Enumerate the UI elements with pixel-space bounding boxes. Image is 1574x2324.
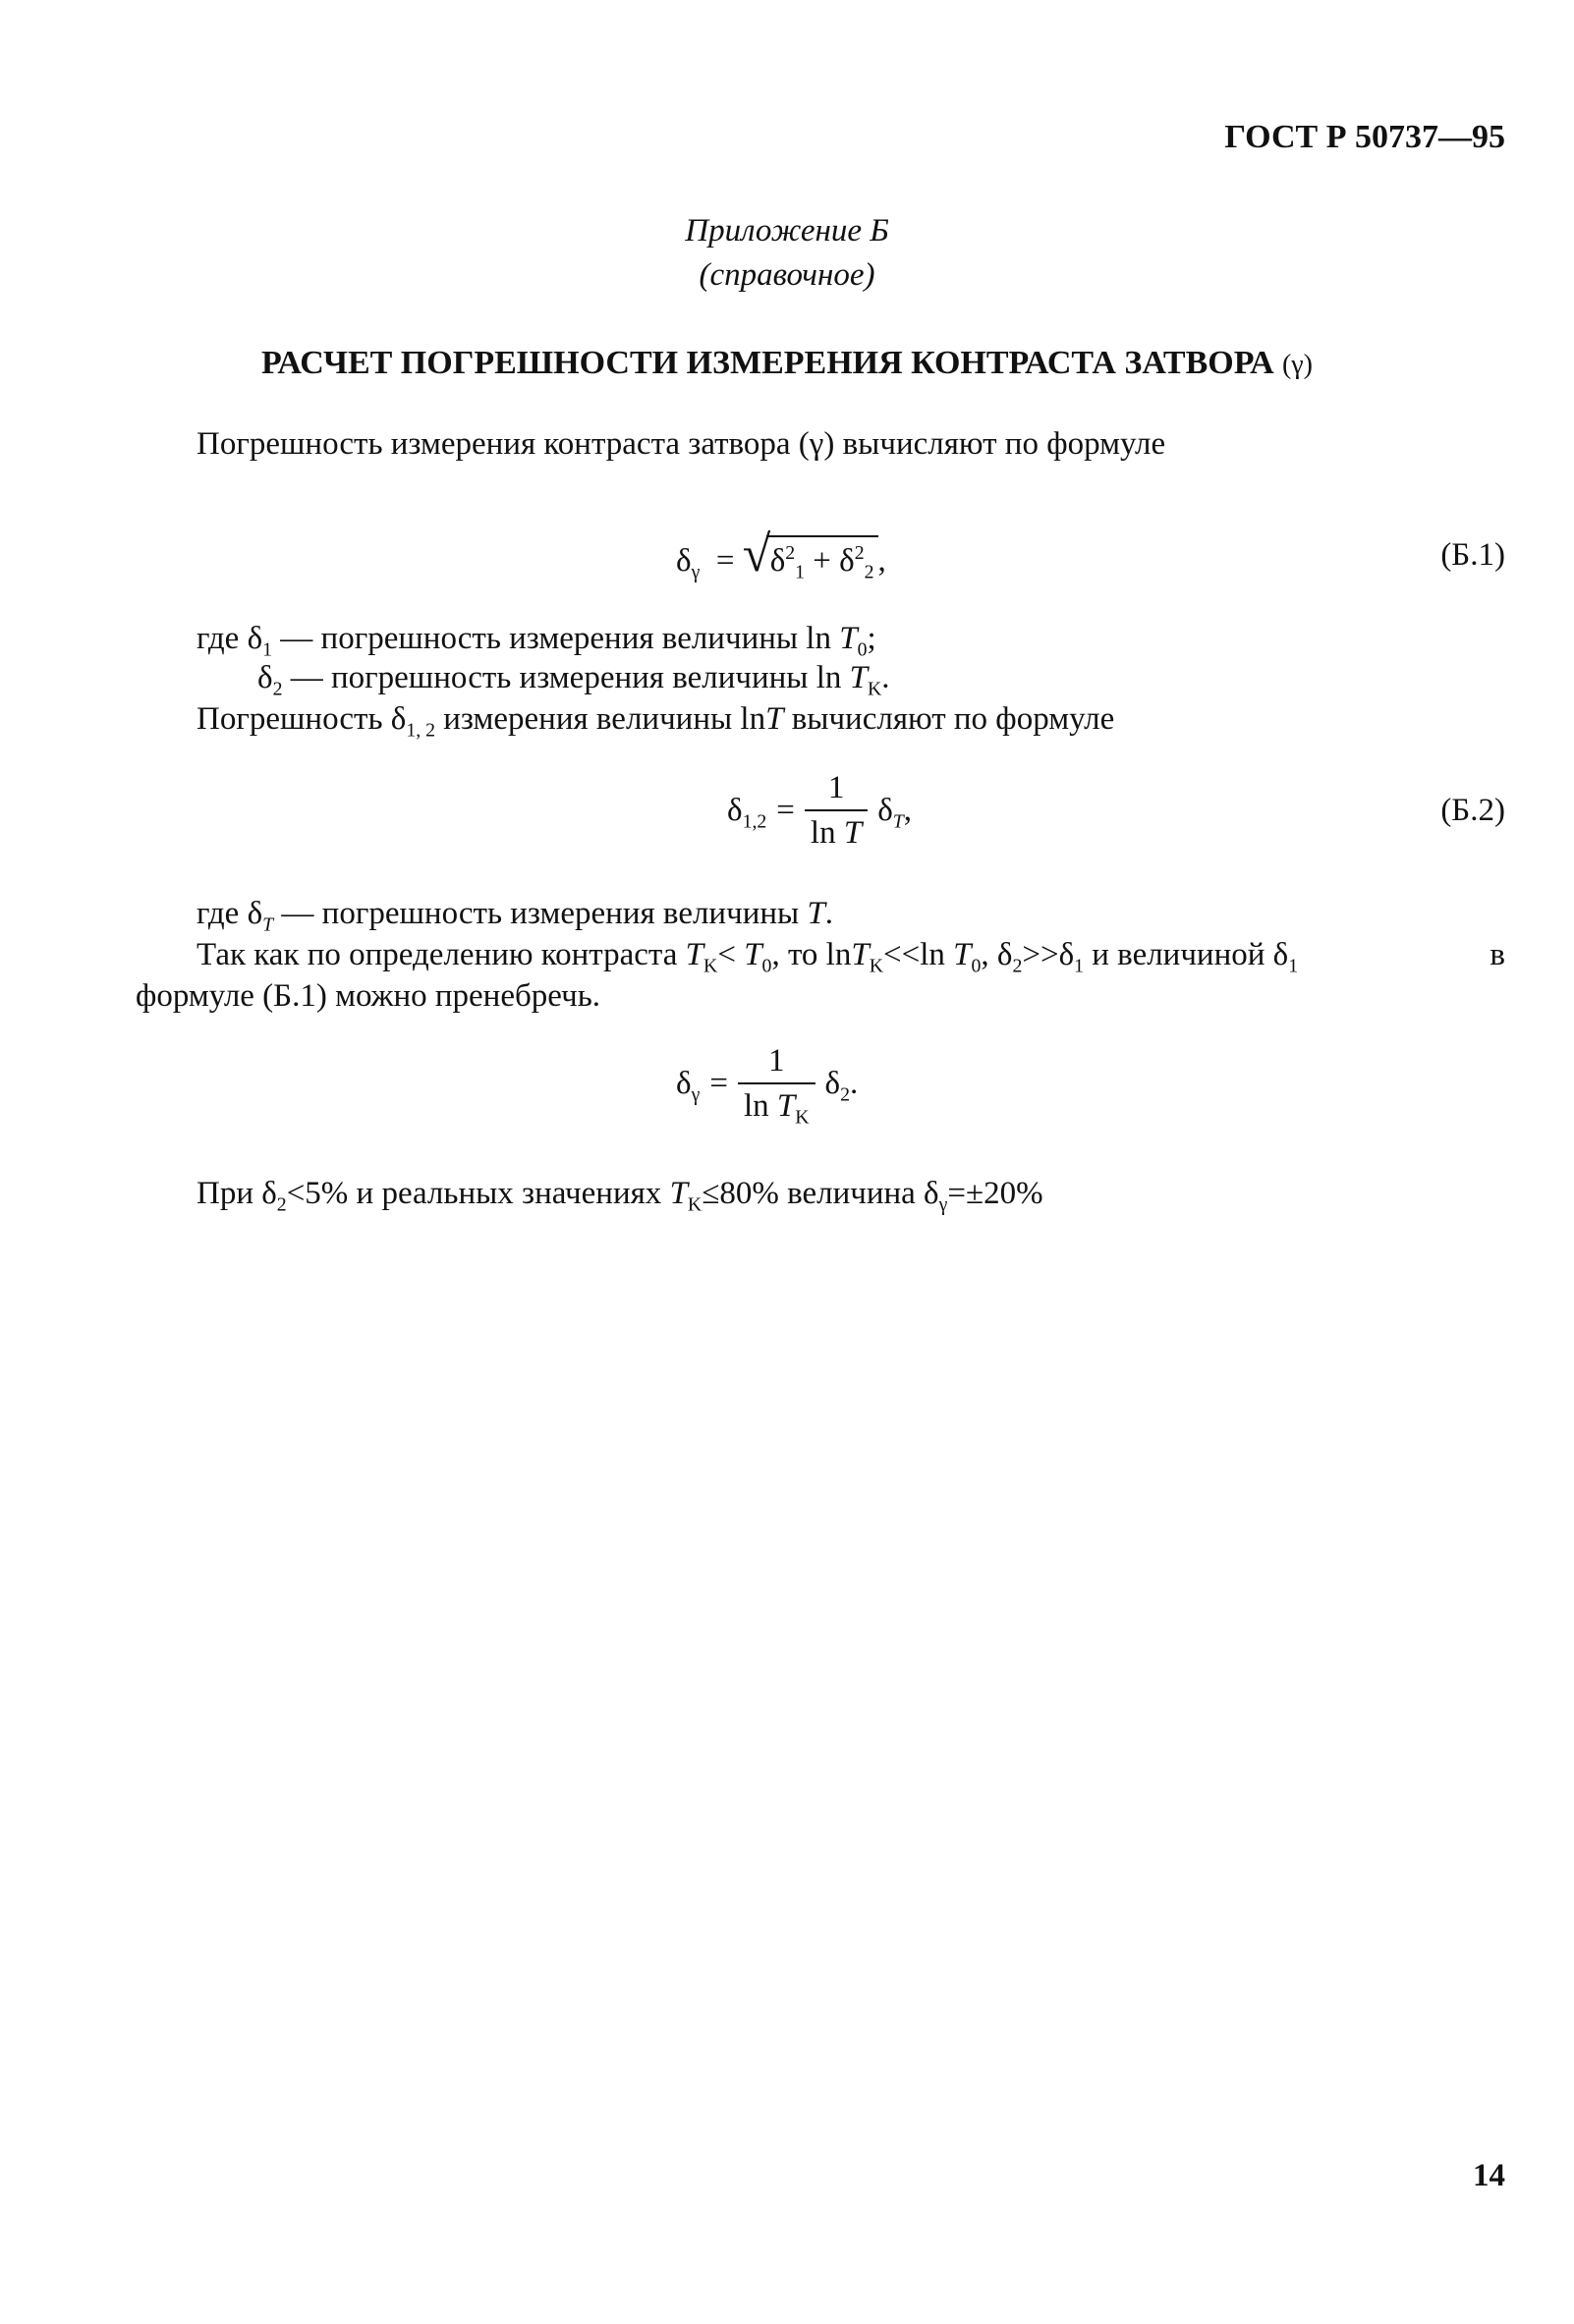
eq3-rhs: $\delta_2$. [824, 1066, 859, 1106]
paragraph-contrast-line1: Так как по определению контраста $T_K< T_0$, то lnT$_K$<<ln $T_0$, $\delta_2>>\delta_1$ и величиной $\delta_1$ в [197, 937, 1505, 977]
eq1-lhs: $\delta_\gamma$ [676, 543, 701, 583]
eq2-equals: = [776, 793, 795, 828]
paragraph-intro: Погрешность измерения контраста затвора (γ) вычисляют по формуле [197, 426, 1166, 462]
equation-delta-gamma [676, 1041, 859, 1129]
eq3-fraction: $\frac{1}{\ln T_K}$ [738, 1041, 815, 1126]
eq1-equals: = [715, 543, 735, 579]
where-delta2: $\delta_2$ — погрешность измерения величины $\ln T_K$. [257, 660, 890, 700]
eq3-equals: = [709, 1066, 728, 1101]
square-root [742, 526, 878, 583]
equation-b2 [727, 768, 912, 853]
document-id: ГОСТ Р 50737—95 [1224, 119, 1505, 155]
section-heading-text: РАСЧЕТ ПОГРЕШНОСТИ ИЗМЕРЕНИЯ КОНТРАСТА ЗАТВОРА [261, 345, 1274, 381]
appendix-title: Приложение Б [685, 213, 889, 249]
equation-b1: $\delta_\gamma$ = √ $\delta^2_1 + \delta^2_2$ , [676, 526, 886, 583]
paragraph-conclusion: При $\delta_2<5\%$ и реальных значениях $T_K\le 80\%$ величина $\delta_\gamma=\pm 20\%$ [197, 1176, 1043, 1216]
eq2-rhs: $\delta_T$, [877, 793, 913, 833]
equation-number-b2: (Б.2) [1440, 793, 1505, 828]
where-delta1: где $\delta_1$ — погрешность измерения величины $\ln T_0$; [197, 621, 876, 661]
equation-number-b1: (Б.1) [1440, 537, 1505, 573]
page-number: 14 [1473, 2158, 1505, 2193]
radicand: $\delta^2_1 + \delta^2_2$ [766, 535, 878, 581]
eq2-fraction: $\frac{1}{\text{ln T}}$ [805, 768, 868, 853]
paragraph-delta12: Погрешность $\delta_{1, 2}$ измерения величины lnT вычисляют по формуле [197, 701, 1115, 742]
radical-sign: √ [742, 526, 771, 582]
eq3-lhs: $\delta_\gamma$ [676, 1066, 701, 1106]
section-heading [0, 344, 1574, 385]
paragraph-contrast-line2: формуле (Б.1) можно пренебречь. [136, 978, 601, 1014]
section-heading-symbol: (γ) [1281, 350, 1313, 380]
where-delta-t: где $\delta_T$ — погрешность измерения величины T. [197, 896, 834, 936]
appendix-subtitle: (справочное) [699, 257, 875, 293]
eq2-lhs: $\delta_{1,2}$ [727, 793, 767, 833]
